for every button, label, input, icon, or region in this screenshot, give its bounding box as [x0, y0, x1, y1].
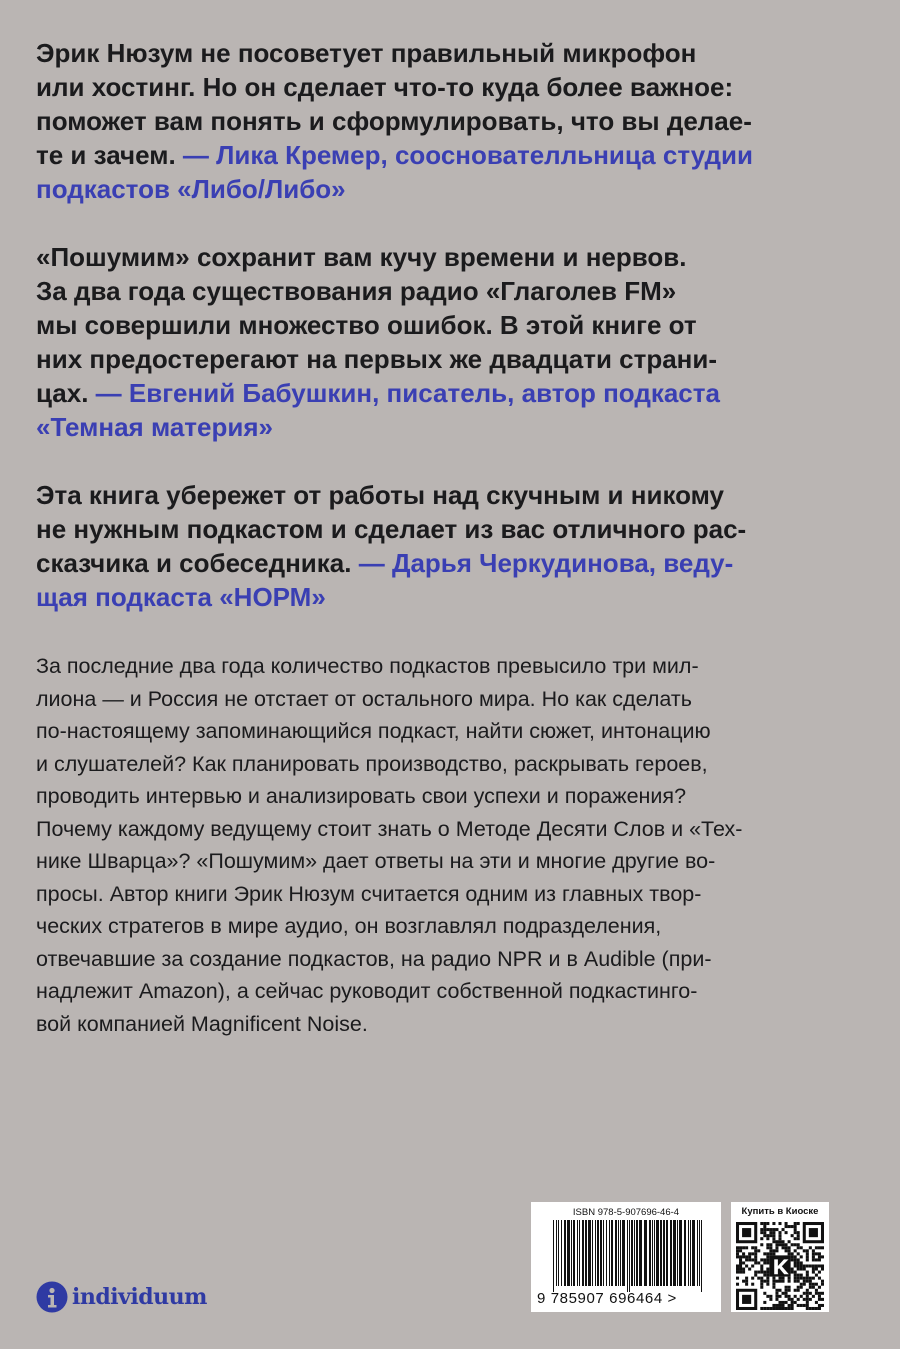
qr-code-box [731, 1202, 829, 1312]
quote-line [36, 70, 876, 104]
info-circle-icon [36, 1281, 68, 1313]
quote-text: сказчика и собеседника. [36, 548, 359, 578]
barcode-bars [531, 1218, 721, 1292]
qr-code-icon [736, 1222, 824, 1310]
quote-text: Эрик Нюзум не посоветует правильный микрофон [36, 38, 697, 68]
quote-text: За два года существования радио «Глаголев FM» [36, 276, 677, 306]
quote-text: мы совершили множество ошибок. В этой книге от [36, 310, 697, 340]
description-line: лиона — и Россия не отстает от остального мира. Но как сделать [36, 686, 692, 711]
quote-attribution: — Лика Кремер, сооснователльница студии [182, 140, 753, 170]
quote-attribution: «Темная материя» [36, 412, 273, 442]
quote-3 [36, 478, 876, 614]
quote-attribution: — Дарья Черкудинова, веду- [358, 548, 734, 578]
quote-attribution: — Евгений Бабушкин, писатель, автор подкаста [95, 378, 720, 408]
quote-text: «Пошумим» сохранит вам кучу времени и нервов. [36, 242, 687, 272]
quote-line [36, 274, 876, 308]
quote-attribution: щая подкаста «НОРМ» [36, 582, 326, 612]
quote-text: не нужным подкастом и сделает из вас отличного рас- [36, 514, 747, 544]
description-line: вой компанией Magnificent Noise. [36, 1011, 368, 1036]
quote-line [36, 308, 876, 342]
quote-line [36, 104, 876, 138]
quote-line [36, 376, 876, 410]
description-line: надлежит Amazon), а сейчас руководит собственной подкастинго- [36, 979, 698, 1003]
quote-text: поможет вам понять и сформулировать, что вы делае- [36, 106, 752, 136]
publisher-name: individuum [72, 1284, 207, 1310]
quote-text: них предостерегают на первых же двадцати страни- [36, 344, 718, 374]
quote-line [36, 512, 876, 546]
description-line: и слушателей? Как планировать производство, раскрывать героев, [36, 751, 708, 776]
publisher-logo [36, 1280, 207, 1314]
description-line: Почему каждому ведущему стоит знать о Методе Десяти Слов и «Тех- [36, 816, 743, 841]
description-line: отвечавшие за создание подкастов, на радио NPR и в Audible (при- [36, 946, 712, 971]
description-line: проводить интервью и анализировать свои успехи и поражения? [36, 784, 687, 808]
description-line: За последние два года количество подкастов превысило три мил- [36, 654, 699, 678]
quote-text: цах. [36, 378, 96, 408]
quote-line [36, 172, 876, 206]
quote-line [36, 240, 876, 274]
quote-line [36, 410, 876, 444]
barcode-digits: 9 785907 696464 > [537, 1290, 677, 1307]
quote-text: Эта книга убережет от работы над скучным и никому [36, 480, 724, 510]
isbn-barcode [531, 1202, 721, 1312]
isbn-label: ISBN 978-5-907696-46-4 [572, 1207, 680, 1218]
quote-2 [36, 240, 876, 444]
quote-line [36, 138, 876, 172]
quote-1 [36, 36, 876, 206]
qr-label: Купить в Киоске [741, 1206, 819, 1217]
quote-line [36, 580, 876, 614]
description-line: по-настоящему запоминающийся подкаст, найти сюжет, интонацию [36, 719, 711, 743]
description-line: ческих стратегов в мире аудио, он возглавлял подразделения, [36, 914, 662, 938]
quote-line [36, 36, 876, 70]
quote-attribution: подкастов «Либо/Либо» [36, 174, 346, 204]
book-description [36, 650, 886, 1040]
description-line: нике Шварца»? «Пошумим» дает ответы на эти и многие другие во- [36, 849, 716, 873]
quote-line [36, 342, 876, 376]
quote-text: или хостинг. Но он сделает что-то куда более важное: [36, 72, 734, 102]
quote-text: те и зачем. [36, 140, 183, 170]
description-line: просы. Автор книги Эрик Нюзум считается одним из главных твор- [36, 881, 702, 906]
quote-line [36, 478, 876, 512]
quote-line [36, 546, 876, 580]
